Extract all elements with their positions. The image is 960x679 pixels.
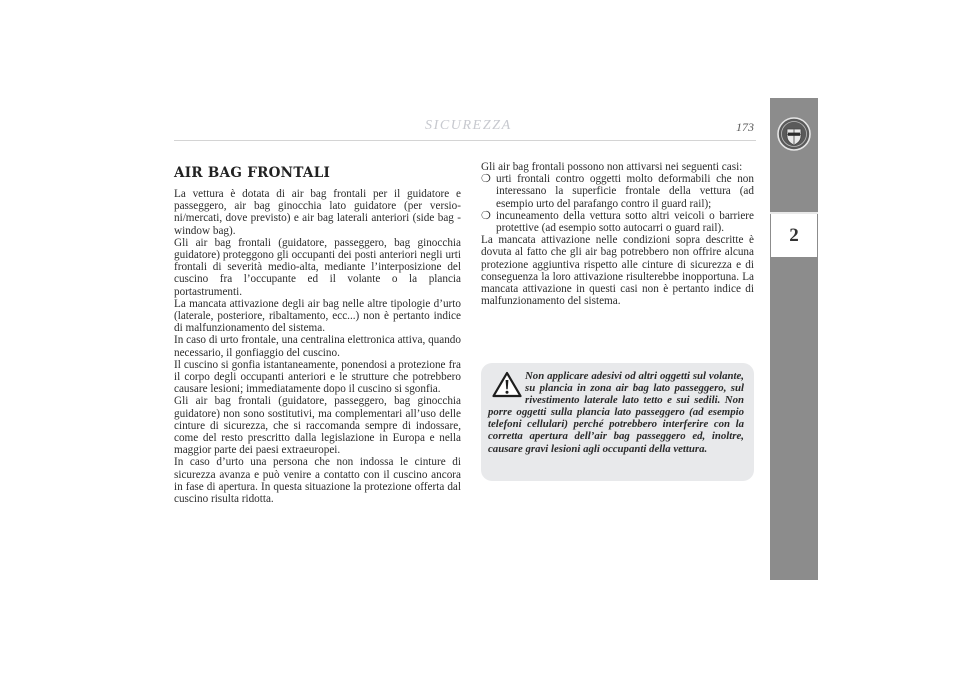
list-item [481,173,754,210]
paragraph: Il cuscino si gonfia istantaneamente, ponendosi a protezione fra il corpo degli occupanti anteriori e le strutture che potrebbero causare lesioni; immediatamente dopo il cuscino si sgonfia. [174,358,461,396]
header-divider [174,140,756,141]
paragraph: La vettura è dotata di air bag frontali per il guidatore e passeggero, air bag ginocchia lato guidatore (per versioni/mercati, dove previsto) e air bag laterali anteriori (side bag - window bag). [174,188,461,237]
list-item-text: incuneamento della vettura sotto altri veicoli o barriere protettive (ad esempio sotto autocarri o guard rail). [496,209,754,235]
section-heading: AIR BAG FRONTALI [174,165,331,181]
list-item-text: urti frontali contro oggetti molto deformabili che non interessano la superficie frontale della vettura (ad esempio urto del parafango contro il guard rail); [496,173,754,210]
paragraph: Gli air bag frontali (guidatore, passeggero, bag ginocchia guidatore) proteggono gli occupanti dei posti anteriori negli urti frontali di severità medio-alta, mediante l’interposizione del cuscino fra l’occupante ed il volante o la plancia portastrumenti. [174,236,461,298]
paragraph: La mancata attivazione degli air bag nelle altre tipologie d’urto (laterale, posteriore, ribaltamento, ecc...) non è pertanto indice di malfunzionamento del sistema. [174,297,461,335]
list-item [481,210,754,234]
paragraph: Gli air bag frontali (guidatore, passeggero, bag ginocchia guidatore) non sono sostitutivi, ma complementari all’uso delle cinture di sicurezza, che si raccomanda sempre di indossare, come del resto prescritto dalla legislazione in Europa e nella maggior parte dei paesi extraeuropei. [174,395,461,457]
warning-text-block [488,370,744,455]
left-column [174,165,461,505]
bullet-circle-icon: ❍ [481,173,491,186]
right-column [481,161,754,307]
warning-text: Non applicare adesivi od altri oggetti sul volante, su plancia in zona air bag lato passeggero, sul rivestimento laterale lato tetto e sui sedili. Non porre oggetti sulla plancia lato passeggero (ad esempio telefoni cellulari) perché potrebbero interferire con la corretta apertura dell’air bag passeggero ed, inoltre, causare gravi lesioni agli occupanti della vettura. [488,370,744,455]
icon-spacer [488,370,525,406]
bullet-circle-icon: ❍ [481,209,491,222]
section-title: SICUREZZA [425,118,512,133]
chapter-number: 2 [771,214,817,257]
paragraph: In caso di urto frontale, una centralina elettronica attiva, quando necessario, il gonfiaggio del cuscino. [174,334,461,359]
intro-paragraph: Gli air bag frontali possono non attivarsi nei seguenti casi: [481,161,743,173]
paragraph: La mancata attivazione nelle condizioni sopra descritte è dovuta al fatto che gli air bag potrebbero non offrire alcuna protezione aggiuntiva rispetto alle cinture di sicurezza e di conseguenza la loro attivazione risulterebbe inopportuna. La mancata attivazione in questi casi non è pertanto indice di malfunzionamento del sistema. [481,234,754,308]
page-number: 173 [736,120,754,134]
lancia-shield-logo-icon [777,117,811,151]
paragraph: In caso d’urto una persona che non indossa le cinture di sicurezza avanza e può venire a contatto con il cuscino ancora in fase di apertura. In questa situazione la protezione offerta dal cuscino risulta ridotta. [174,456,461,506]
chapter-side-tab [770,98,818,580]
